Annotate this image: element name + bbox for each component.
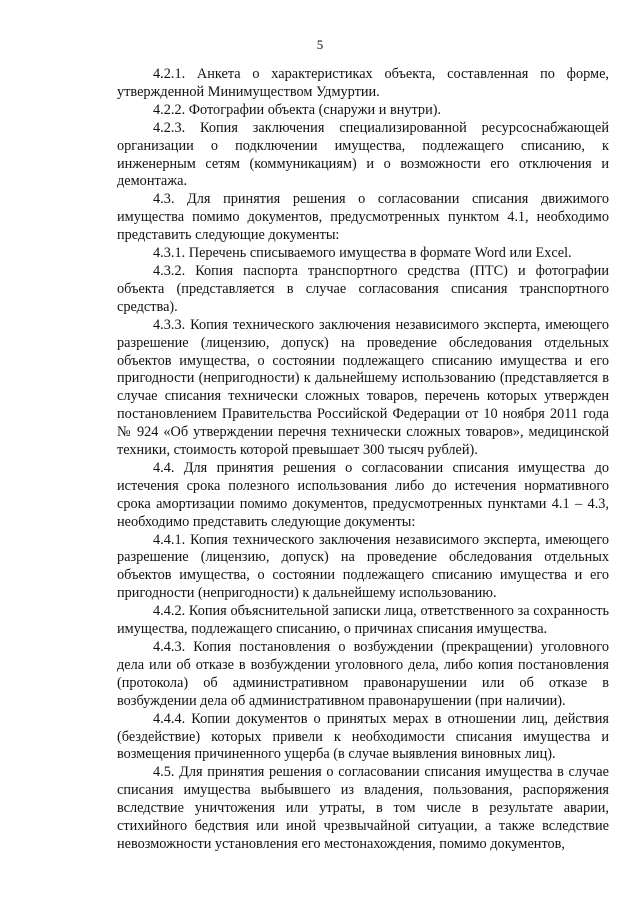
paragraph-4-4-1: 4.4.1. Копия технического заключения независимого эксперта, имеющего разрешение (лицензию, допуск) на проведение обследования отдельных объектов имущества, о состоянии подлежащего списанию имущества и его пригодности (непригодности) к дальнейшему использованию. [117,531,609,602]
paragraph-4-3-1: 4.3.1. Перечень списываемого имущества в формате Word или Excel. [153,245,572,262]
paragraph-4-5: 4.5. Для принятия решения о согласовании списания имущества в случае списания имущества выбывшего из владения, пользования, распоряжения вследствие уничтожения или утраты, в том числе в результате аварии, стихийного бедствия или иной чрезвычайной ситуации, а также вследствие невозможности установления его местонахождения, помимо документов, [117,764,609,852]
paragraph-4-2-2: 4.2.2. Фотографии объекта (снаружи и внутри). [153,101,442,118]
paragraph-4-3-3: 4.3.3. Копия технического заключения независимого эксперта, имеющего разрешение (лицензию, допуск) на проведение обследования отдельных объектов имущества, о состоянии подлежащего списанию имущества и его пригодности (непригодности) к дальнейшему использованию (представляется в случае списания технически сложных товаров, перечень которых утвержден постановлением Правительства Российской Федерации от 10 ноября 2011 года № 924 «Об утверждении перечня технически сложных товаров», медицинской техники, стоимость которой превышает 300 тысяч рублей). [117,316,609,459]
page-number: 5 [316,37,324,52]
paragraph-4-2-1: 4.2.1. Анкета о характеристиках объекта, составленная по форме, утвержденной Минимуществом Удмуртии. [117,66,609,100]
paragraph-4-3-2: 4.3.2. Копия паспорта транспортного средства (ПТС) и фотографии объекта (представляется в случае согласования списания транспортного средства). [117,262,609,315]
paragraph-4-4-3: 4.4.3. Копия постановления о возбуждении (прекращении) уголовного дела или об отказе в возбуждении уголовного дела, либо копия постановления (протокола) об административном правонарушении или об отказе в возбуждении дела об административном правонарушении (при наличии). [117,639,609,709]
paragraph-4-2-3: 4.2.3. Копия заключения специализированной ресурсоснабжающей организации о подключении имущества, подлежащего списанию, к инженерным сетям (коммуникациям) и о возможности его отключения и демонтажа. [117,119,609,190]
paragraph-4-4: 4.4. Для принятия решения о согласовании списания имущества до истечения срока полезного использования либо до истечения нормативного срока амортизации помимо документов, предусмотренных пунктами 4.1 – 4.3, необходимо представить следующие документы: [117,459,609,530]
document-body [117,66,609,854]
paragraph-4-4-2: 4.4.2. Копия объяснительной записки лица, ответственного за сохранность имущества, подлежащего списанию, о причинах списания имущества. [117,603,609,638]
paragraph-4-3: 4.3. Для принятия решения о согласовании списания движимого имущества помимо документов, предусмотренных пунктом 4.1, необходимо представить следующие документы: [117,191,609,244]
paragraph-4-4-4: 4.4.4. Копии документов о принятых мерах в отношении лиц, действия (бездействие) которых привели к необходимости списания имущества и возмещения причиненного ущерба (в случае выявления виновных лиц). [117,710,609,763]
